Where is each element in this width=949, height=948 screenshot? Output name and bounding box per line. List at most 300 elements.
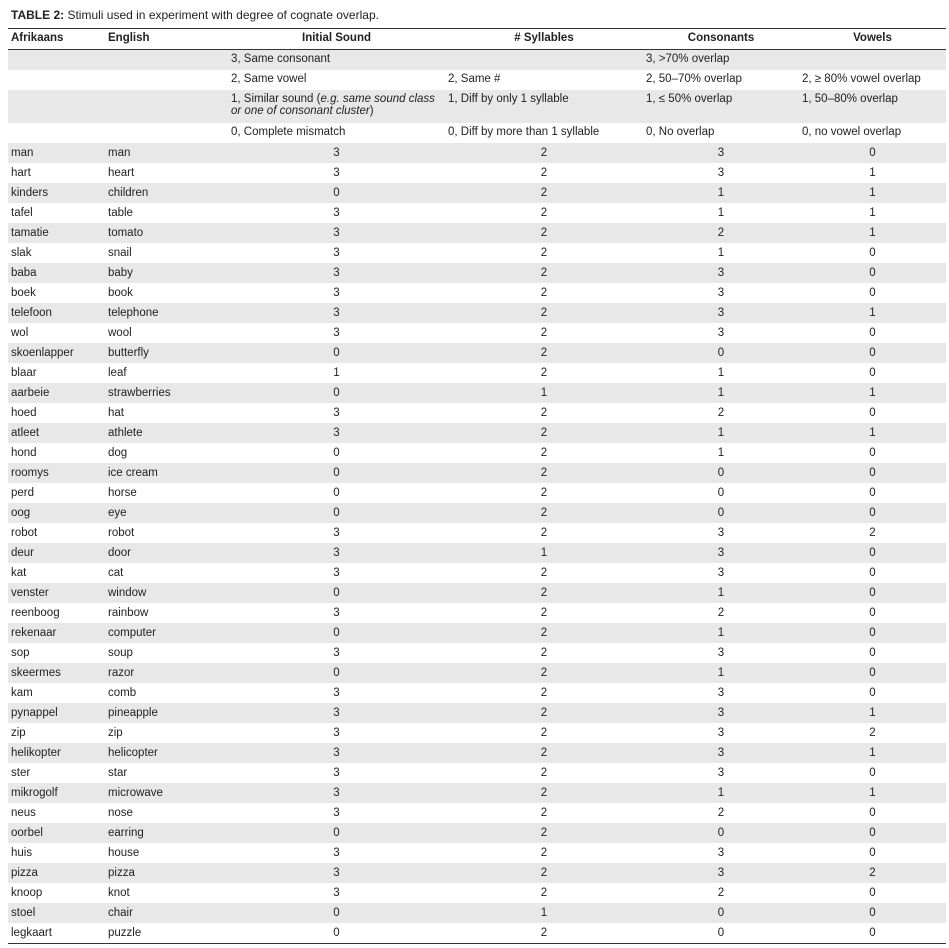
cell-initial-sound: 3 bbox=[333, 767, 340, 779]
cell-syllables: 2 bbox=[540, 927, 548, 939]
cell-english: strawberries bbox=[108, 387, 171, 399]
cell-consonants: 3 bbox=[717, 727, 725, 739]
cell-afrikaans: man bbox=[11, 147, 34, 159]
cell-afrikaans: kam bbox=[11, 687, 33, 699]
legend-consonants: 1, ≤ 50% overlap bbox=[646, 93, 733, 105]
cell-consonants: 0 bbox=[717, 487, 725, 499]
cell-english: wool bbox=[108, 327, 132, 339]
cell-consonants: 3 bbox=[717, 767, 725, 779]
table-row bbox=[8, 323, 946, 343]
cell-consonants: 3 bbox=[717, 527, 725, 539]
header-vowels: Vowels bbox=[853, 32, 892, 44]
cell-consonants: 1 bbox=[717, 427, 725, 439]
cell-afrikaans: oorbel bbox=[11, 827, 43, 839]
cell-syllables: 2 bbox=[540, 867, 548, 879]
cell-english: snail bbox=[108, 247, 132, 259]
legend-row bbox=[8, 90, 946, 123]
cell-vowels: 0 bbox=[869, 847, 876, 859]
cell-english: man bbox=[108, 147, 131, 159]
cell-syllables: 1 bbox=[540, 387, 548, 399]
cell-vowels: 0 bbox=[869, 687, 876, 699]
cell-initial-sound: 0 bbox=[333, 827, 340, 839]
cell-syllables: 2 bbox=[540, 607, 548, 619]
cell-syllables: 2 bbox=[540, 227, 548, 239]
cell-syllables: 2 bbox=[540, 567, 548, 579]
cell-initial-sound: 0 bbox=[333, 487, 340, 499]
stimuli-table bbox=[8, 28, 946, 944]
cell-syllables: 2 bbox=[540, 827, 548, 839]
cell-initial-sound: 0 bbox=[333, 467, 340, 479]
cell-english: comb bbox=[108, 687, 137, 699]
cell-afrikaans: rekenaar bbox=[11, 627, 57, 639]
cell-initial-sound: 3 bbox=[333, 607, 340, 619]
legend-row bbox=[8, 50, 946, 70]
cell-afrikaans: kat bbox=[11, 567, 27, 579]
cell-consonants: 3 bbox=[717, 307, 725, 319]
table-row bbox=[8, 263, 946, 283]
cell-english: dog bbox=[108, 447, 128, 459]
legend-syllables bbox=[445, 50, 643, 53]
cell-initial-sound: 3 bbox=[333, 747, 340, 759]
cell-initial-sound: 3 bbox=[333, 167, 340, 179]
cell-syllables: 2 bbox=[540, 707, 548, 719]
cell-afrikaans: sop bbox=[11, 647, 30, 659]
caption-text: Stimuli used in experiment with degree of cognate overlap. bbox=[64, 8, 379, 22]
cell-initial-sound: 3 bbox=[333, 427, 340, 439]
cell-syllables: 2 bbox=[540, 247, 548, 259]
cell-syllables: 2 bbox=[540, 587, 548, 599]
cell-vowels: 2 bbox=[869, 867, 876, 879]
cell-afrikaans: atleet bbox=[11, 427, 40, 439]
cell-consonants: 3 bbox=[717, 647, 725, 659]
cell-afrikaans: zip bbox=[11, 727, 26, 739]
cell-afrikaans: pynappel bbox=[11, 707, 58, 719]
cell-initial-sound: 3 bbox=[333, 227, 340, 239]
cell-consonants: 1 bbox=[717, 247, 725, 259]
cell-initial-sound: 3 bbox=[333, 687, 340, 699]
legend-initial: 2, Same vowel bbox=[231, 73, 307, 85]
table-row bbox=[8, 183, 946, 203]
cell-english: window bbox=[108, 587, 147, 599]
cell-vowels: 0 bbox=[869, 487, 876, 499]
legend-syllables: 1, Diff by only 1 syllable bbox=[448, 93, 569, 105]
table-row bbox=[8, 303, 946, 323]
cell-vowels: 0 bbox=[869, 567, 876, 579]
cell-afrikaans: legkaart bbox=[11, 927, 52, 939]
table-row bbox=[8, 443, 946, 463]
table-row bbox=[8, 383, 946, 403]
cell-english: star bbox=[108, 767, 128, 779]
cell-english: telephone bbox=[108, 307, 159, 319]
table-row bbox=[8, 523, 946, 543]
legend-initial: 0, Complete mismatch bbox=[231, 126, 346, 138]
table-row bbox=[8, 503, 946, 523]
cell-english: hat bbox=[108, 407, 124, 419]
cell-afrikaans: kinders bbox=[11, 187, 49, 199]
cell-english: house bbox=[108, 847, 140, 859]
cell-consonants: 0 bbox=[717, 827, 725, 839]
cell-syllables: 2 bbox=[540, 207, 548, 219]
table-row bbox=[8, 463, 946, 483]
cell-english: ice cream bbox=[108, 467, 158, 479]
table-row bbox=[8, 163, 946, 183]
cell-consonants: 1 bbox=[717, 447, 725, 459]
cell-afrikaans: helikopter bbox=[11, 747, 61, 759]
cell-syllables: 2 bbox=[540, 287, 548, 299]
table-row bbox=[8, 783, 946, 803]
cell-initial-sound: 3 bbox=[333, 867, 340, 879]
cell-syllables: 2 bbox=[540, 667, 548, 679]
table-row bbox=[8, 563, 946, 583]
cell-consonants: 1 bbox=[717, 367, 725, 379]
cell-initial-sound: 3 bbox=[333, 847, 340, 859]
table-row bbox=[8, 483, 946, 503]
table-header-row bbox=[8, 29, 946, 50]
cell-syllables: 2 bbox=[540, 627, 548, 639]
cell-initial-sound: 3 bbox=[333, 807, 340, 819]
cell-consonants: 3 bbox=[717, 747, 725, 759]
table-row bbox=[8, 583, 946, 603]
cell-vowels: 0 bbox=[869, 607, 876, 619]
cell-english: nose bbox=[108, 807, 133, 819]
legend-vowels bbox=[799, 50, 946, 53]
cell-english: book bbox=[108, 287, 133, 299]
cell-syllables: 2 bbox=[540, 487, 548, 499]
table-row bbox=[8, 343, 946, 363]
cell-vowels: 1 bbox=[869, 227, 876, 239]
table-row bbox=[8, 883, 946, 903]
cell-english: tomato bbox=[108, 227, 144, 239]
cell-vowels: 0 bbox=[869, 447, 876, 459]
cell-initial-sound: 0 bbox=[333, 627, 340, 639]
cell-afrikaans: ster bbox=[11, 767, 31, 779]
table-row bbox=[8, 223, 946, 243]
cell-consonants: 1 bbox=[717, 587, 725, 599]
cell-consonants: 0 bbox=[717, 507, 725, 519]
header-initial-sound: Initial Sound bbox=[302, 32, 371, 44]
cell-syllables: 2 bbox=[540, 887, 548, 899]
table-row bbox=[8, 663, 946, 683]
cell-vowels: 0 bbox=[869, 367, 876, 379]
cell-vowels: 0 bbox=[869, 907, 876, 919]
table-row bbox=[8, 203, 946, 223]
header-english: English bbox=[108, 32, 150, 44]
cell-afrikaans: hond bbox=[11, 447, 37, 459]
cell-english: horse bbox=[108, 487, 137, 499]
cell-syllables: 2 bbox=[540, 647, 548, 659]
cell-consonants: 2 bbox=[717, 887, 725, 899]
cell-syllables: 2 bbox=[540, 767, 548, 779]
cell-vowels: 1 bbox=[869, 167, 876, 179]
cell-consonants: 3 bbox=[717, 707, 725, 719]
cell-english: leaf bbox=[108, 367, 127, 379]
cell-vowels: 0 bbox=[869, 807, 876, 819]
cell-english: rainbow bbox=[108, 607, 149, 619]
cell-english: soup bbox=[108, 647, 133, 659]
table-caption bbox=[11, 8, 379, 22]
cell-english: heart bbox=[108, 167, 135, 179]
cell-english: pineapple bbox=[108, 707, 158, 719]
cell-syllables: 2 bbox=[540, 167, 548, 179]
cell-english: pizza bbox=[108, 867, 135, 879]
cell-vowels: 0 bbox=[869, 927, 876, 939]
cell-consonants: 2 bbox=[717, 807, 725, 819]
table-row bbox=[8, 703, 946, 723]
cell-afrikaans: telefoon bbox=[11, 307, 52, 319]
cell-afrikaans: neus bbox=[11, 807, 36, 819]
table-row bbox=[8, 743, 946, 763]
cell-vowels: 1 bbox=[869, 427, 876, 439]
cell-initial-sound: 3 bbox=[333, 267, 340, 279]
cell-initial-sound: 1 bbox=[333, 367, 340, 379]
table-row bbox=[8, 823, 946, 843]
cell-consonants: 0 bbox=[717, 347, 725, 359]
table-row bbox=[8, 803, 946, 823]
cell-vowels: 0 bbox=[869, 547, 876, 559]
cell-vowels: 1 bbox=[869, 747, 876, 759]
cell-consonants: 3 bbox=[717, 847, 725, 859]
legend-row bbox=[8, 70, 946, 90]
legend-vowels: 2, ≥ 80% vowel overlap bbox=[802, 73, 921, 85]
cell-syllables: 2 bbox=[540, 447, 548, 459]
cell-english: puzzle bbox=[108, 927, 142, 939]
cell-initial-sound: 0 bbox=[333, 447, 340, 459]
cell-afrikaans: skoenlapper bbox=[11, 347, 74, 359]
cell-afrikaans: wol bbox=[11, 327, 29, 339]
cell-vowels: 1 bbox=[869, 207, 876, 219]
cell-syllables: 2 bbox=[540, 427, 548, 439]
cell-english: butterfly bbox=[108, 347, 149, 359]
table-row bbox=[8, 683, 946, 703]
cell-initial-sound: 0 bbox=[333, 187, 340, 199]
cell-afrikaans: baba bbox=[11, 267, 37, 279]
cell-syllables: 2 bbox=[540, 307, 548, 319]
cell-syllables: 2 bbox=[540, 847, 548, 859]
cell-english: computer bbox=[108, 627, 156, 639]
cell-initial-sound: 0 bbox=[333, 507, 340, 519]
cell-consonants: 1 bbox=[717, 667, 725, 679]
cell-afrikaans: mikrogolf bbox=[11, 787, 58, 799]
table-row bbox=[8, 723, 946, 743]
cell-afrikaans: boek bbox=[11, 287, 36, 299]
cell-initial-sound: 3 bbox=[333, 727, 340, 739]
cell-initial-sound: 3 bbox=[333, 407, 340, 419]
table-row bbox=[8, 863, 946, 883]
cell-vowels: 1 bbox=[869, 707, 876, 719]
cell-initial-sound: 3 bbox=[333, 287, 340, 299]
cell-english: eye bbox=[108, 507, 127, 519]
cell-afrikaans: skeermes bbox=[11, 667, 61, 679]
cell-english: athlete bbox=[108, 427, 143, 439]
cell-afrikaans: oog bbox=[11, 507, 31, 519]
cell-syllables: 2 bbox=[540, 267, 548, 279]
cell-afrikaans: deur bbox=[11, 547, 35, 559]
cell-vowels: 0 bbox=[869, 407, 876, 419]
cell-consonants: 1 bbox=[717, 187, 725, 199]
cell-afrikaans: huis bbox=[11, 847, 33, 859]
cell-initial-sound: 0 bbox=[333, 587, 340, 599]
cell-consonants: 0 bbox=[717, 907, 725, 919]
cell-vowels: 0 bbox=[869, 467, 876, 479]
cell-syllables: 2 bbox=[540, 347, 548, 359]
cell-syllables: 2 bbox=[540, 187, 548, 199]
legend-row bbox=[8, 123, 946, 143]
cell-afrikaans: roomys bbox=[11, 467, 49, 479]
cell-syllables: 2 bbox=[540, 147, 548, 159]
cell-syllables: 2 bbox=[540, 727, 548, 739]
legend-initial: 1, Similar sound (e.g. same sound class or one of consonant cluster) bbox=[231, 93, 435, 117]
cell-english: earring bbox=[108, 827, 144, 839]
cell-initial-sound: 3 bbox=[333, 147, 340, 159]
cell-syllables: 2 bbox=[540, 467, 548, 479]
table-row bbox=[8, 423, 946, 443]
legend-syllables: 0, Diff by more than 1 syllable bbox=[448, 126, 600, 138]
cell-afrikaans: stoel bbox=[11, 907, 36, 919]
cell-vowels: 1 bbox=[869, 307, 876, 319]
cell-afrikaans: hoed bbox=[11, 407, 37, 419]
cell-english: cat bbox=[108, 567, 124, 579]
cell-afrikaans: robot bbox=[11, 527, 38, 539]
cell-vowels: 1 bbox=[869, 787, 876, 799]
cell-initial-sound: 3 bbox=[333, 527, 340, 539]
cell-vowels: 0 bbox=[869, 247, 876, 259]
cell-afrikaans: aarbeie bbox=[11, 387, 50, 399]
cell-afrikaans: reenboog bbox=[11, 607, 60, 619]
cell-consonants: 3 bbox=[717, 267, 725, 279]
cell-syllables: 2 bbox=[540, 507, 548, 519]
table-row bbox=[8, 623, 946, 643]
cell-vowels: 0 bbox=[869, 647, 876, 659]
cell-vowels: 1 bbox=[869, 187, 876, 199]
table-row bbox=[8, 543, 946, 563]
cell-consonants: 1 bbox=[717, 627, 725, 639]
cell-consonants: 3 bbox=[717, 287, 725, 299]
cell-syllables: 2 bbox=[540, 327, 548, 339]
cell-initial-sound: 3 bbox=[333, 247, 340, 259]
caption-label: TABLE 2: bbox=[11, 8, 65, 22]
cell-afrikaans: tamatie bbox=[11, 227, 49, 239]
cell-syllables: 2 bbox=[540, 367, 548, 379]
cell-initial-sound: 3 bbox=[333, 887, 340, 899]
table-row bbox=[8, 603, 946, 623]
cell-vowels: 0 bbox=[869, 667, 876, 679]
cell-english: children bbox=[108, 187, 149, 199]
cell-syllables: 2 bbox=[540, 407, 548, 419]
table-row bbox=[8, 923, 946, 943]
cell-initial-sound: 3 bbox=[333, 567, 340, 579]
header-syllables: # Syllables bbox=[514, 32, 574, 44]
cell-afrikaans: venster bbox=[11, 587, 49, 599]
cell-syllables: 2 bbox=[540, 807, 548, 819]
cell-vowels: 0 bbox=[869, 287, 876, 299]
cell-syllables: 2 bbox=[540, 687, 548, 699]
cell-initial-sound: 3 bbox=[333, 707, 340, 719]
cell-syllables: 2 bbox=[540, 747, 548, 759]
cell-vowels: 0 bbox=[869, 887, 876, 899]
cell-vowels: 0 bbox=[869, 827, 876, 839]
cell-english: helicopter bbox=[108, 747, 158, 759]
legend-consonants: 0, No overlap bbox=[646, 126, 715, 138]
legend-initial: 3, Same consonant bbox=[231, 53, 331, 65]
cell-vowels: 2 bbox=[869, 727, 876, 739]
cell-english: door bbox=[108, 547, 132, 559]
cell-initial-sound: 0 bbox=[333, 387, 340, 399]
table-row bbox=[8, 643, 946, 663]
table-row bbox=[8, 763, 946, 783]
cell-vowels: 0 bbox=[869, 267, 876, 279]
cell-initial-sound: 3 bbox=[333, 307, 340, 319]
cell-syllables: 2 bbox=[540, 527, 548, 539]
legend-consonants: 2, 50–70% overlap bbox=[646, 73, 742, 85]
cell-consonants: 3 bbox=[717, 687, 725, 699]
legend-syllables: 2, Same # bbox=[448, 73, 501, 85]
legend-consonants: 3, >70% overlap bbox=[646, 53, 730, 65]
header-afrikaans: Afrikaans bbox=[11, 32, 64, 44]
table-row bbox=[8, 843, 946, 863]
cell-afrikaans: slak bbox=[11, 247, 32, 259]
cell-afrikaans: hart bbox=[11, 167, 31, 179]
cell-vowels: 0 bbox=[869, 347, 876, 359]
cell-vowels: 0 bbox=[869, 627, 876, 639]
table-row bbox=[8, 243, 946, 263]
cell-initial-sound: 0 bbox=[333, 927, 340, 939]
table-row bbox=[8, 363, 946, 383]
cell-english: table bbox=[108, 207, 133, 219]
cell-english: zip bbox=[108, 727, 123, 739]
cell-syllables: 1 bbox=[540, 907, 548, 919]
cell-consonants: 1 bbox=[717, 387, 725, 399]
cell-consonants: 3 bbox=[717, 147, 725, 159]
cell-consonants: 0 bbox=[717, 927, 725, 939]
cell-consonants: 3 bbox=[717, 327, 725, 339]
cell-afrikaans: perd bbox=[11, 487, 35, 499]
cell-afrikaans: pizza bbox=[11, 867, 38, 879]
cell-consonants: 2 bbox=[717, 227, 725, 239]
table-row bbox=[8, 403, 946, 423]
cell-consonants: 1 bbox=[717, 207, 725, 219]
cell-initial-sound: 3 bbox=[333, 647, 340, 659]
table-body bbox=[8, 143, 946, 943]
cell-syllables: 2 bbox=[540, 787, 548, 799]
cell-english: robot bbox=[108, 527, 135, 539]
cell-initial-sound: 3 bbox=[333, 547, 340, 559]
cell-vowels: 0 bbox=[869, 767, 876, 779]
cell-vowels: 2 bbox=[869, 527, 876, 539]
cell-english: microwave bbox=[108, 787, 163, 799]
cell-consonants: 3 bbox=[717, 867, 725, 879]
cell-afrikaans: blaar bbox=[11, 367, 37, 379]
table-row bbox=[8, 143, 946, 163]
cell-vowels: 0 bbox=[869, 507, 876, 519]
cell-consonants: 1 bbox=[717, 787, 725, 799]
cell-afrikaans: knoop bbox=[11, 887, 43, 899]
header-consonants: Consonants bbox=[687, 32, 755, 44]
cell-consonants: 0 bbox=[717, 467, 725, 479]
cell-vowels: 0 bbox=[869, 587, 876, 599]
cell-english: razor bbox=[108, 667, 135, 679]
cell-syllables: 1 bbox=[540, 547, 548, 559]
cell-consonants: 3 bbox=[717, 567, 725, 579]
cell-english: baby bbox=[108, 267, 133, 279]
cell-initial-sound: 0 bbox=[333, 347, 340, 359]
cell-consonants: 2 bbox=[717, 607, 725, 619]
legend-vowels: 1, 50–80% overlap bbox=[802, 93, 898, 105]
cell-english: chair bbox=[108, 907, 133, 919]
cell-initial-sound: 3 bbox=[333, 787, 340, 799]
cell-english: knot bbox=[108, 887, 130, 899]
cell-vowels: 0 bbox=[869, 147, 876, 159]
cell-afrikaans: tafel bbox=[11, 207, 33, 219]
